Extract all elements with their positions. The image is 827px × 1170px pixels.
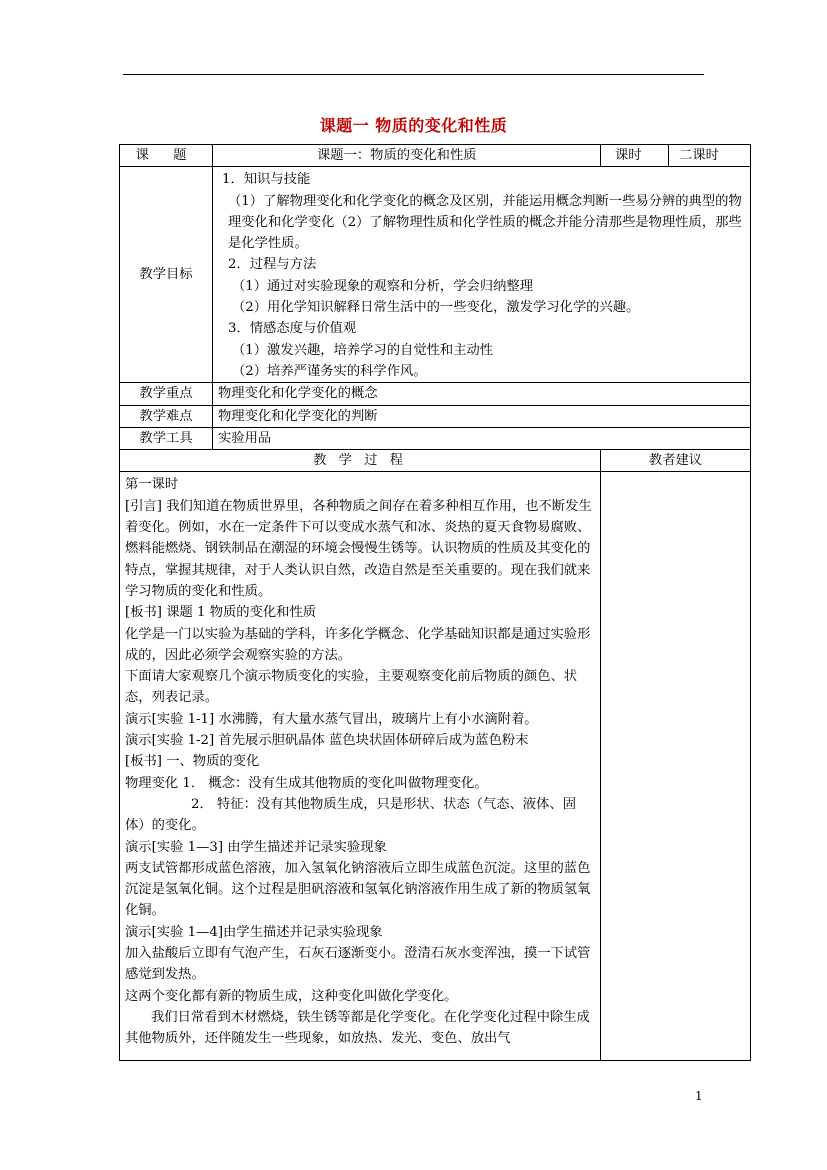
process-paragraph: 下面请大家观察几个演示物质变化的实验，主要观察变化前后物质的颜色、状态，列表记录。 [125,669,578,706]
process-paragraph: 化学是一门以实验为基础的学科，许多化学概念、化学基础知识都是通过实验形成的，因此必须学会观察实验的方法。 [125,626,591,663]
objectives-cell [213,167,751,383]
objectives-row [120,167,751,383]
process-paragraph: 2． 特征：没有其他物质生成，只是形状、状态（气态、液体、固体）的变化。 [125,796,576,834]
objective-heading: 2．过程与方法 [228,257,317,273]
hours-label: 课时 [601,145,669,167]
focus-row [120,383,751,405]
difficulty-value: 物理变化和化学变化的判断 [213,405,751,427]
hours-value: 二课时 [669,145,751,167]
advice-header: 教者建议 [601,450,751,472]
process-paragraph: [引言] 我们知道在物质世界里，各种物质之间存在着多种相互作用，也不断发生着变化。例如，水在一定条件下可以变成水蒸气和冰、炎热的夏天食物易腐败、燃料能燃烧、钢铁制品在潮湿的环境会慢慢生锈等。认识物质的性质及其变化的特点，掌握其规律，对于人类认识自然，改造自然是至关重要的。现在我们就来学习物质的变化和性质。 [125,498,592,599]
process-paragraph: 演示[实验 1-1] 水沸腾，有大量水蒸气冒出，玻璃片上有小水滴附着。 [125,711,538,727]
objective-item: （1）激发兴趣，培养学习的自觉性和主动性 [232,342,494,358]
objective-heading: 1．知识与技能 [222,172,311,188]
difficulty-row [120,405,751,427]
process-paragraph: 加入盐酸后立即有气泡产生，石灰石逐渐变小。澄清石灰水变浑浊，摸一下试管感觉到发热。 [125,946,591,983]
process-header-row [120,450,751,472]
process-paragraph: 这两个变化都有新的物质生成，这种变化叫做化学变化。 [125,988,458,1004]
document-title: 课题一 物质的变化和性质 [319,116,508,135]
focus-label: 教学重点 [120,383,213,405]
topic-row [120,145,751,167]
tools-value: 实验用品 [213,427,751,449]
process-paragraph: 第一课时 [125,477,179,493]
difficulty-label: 教学难点 [120,405,213,427]
process-paragraph: [板书] 一、物质的变化 [125,754,260,770]
lesson-plan-table [119,144,751,1061]
topic-label: 课 题 [120,145,213,167]
header-rule [123,74,704,75]
process-paragraph: [板书] 课题 1 物质的变化和性质 [125,605,317,621]
objective-item: （1）通过对实验现象的观察和分析，学会归纳整理 [232,278,533,294]
process-paragraph: 演示[实验 1-2] 首先展示胆矾晶体 蓝色块状固体研碎后成为蓝色粉末 [125,733,529,749]
process-paragraph: 两支试管都形成蓝色溶液，加入氢氧化钠溶液后立即生成蓝色沉淀。这里的蓝色沉淀是氢氧化铜。这个过程是胆矾溶液和氢氧化钠溶液作用生成了新的物质氢氧化铜。 [125,860,591,919]
process-row [120,472,751,1061]
objectives-label: 教学目标 [120,167,213,383]
process-header: 教 学 过 程 [120,450,601,472]
process-paragraph: 物理变化 1． 概念：没有生成其他物质的变化叫做物理变化。 [125,775,488,791]
tools-row [120,427,751,449]
objective-item: （2）用化学知识解释日常生活中的一些变化，激发学习化学的兴趣。 [232,300,640,316]
objective-heading: 3．情感态度与价值观 [228,321,357,337]
process-content [120,472,601,1061]
objective-item: （1）了解物理变化和化学变化的概念及区别，并能运用概念判断一些易分辨的典型的物理变化和化学变化（2）了解物理性质和化学性质的概念并能分清那些是物理性质，那些是化学性质。 [228,193,742,252]
objective-item: （2）培养严谨务实的科学作风。 [232,363,427,379]
page-number: 1 [695,1089,703,1103]
focus-value: 物理变化和化学变化的概念 [213,383,751,405]
advice-cell [601,472,751,1061]
tools-label: 教学工具 [120,427,213,449]
process-paragraph: 演示[实验 1—3] 由学生描述并记录实验现象 [125,839,387,855]
process-paragraph: 演示[实验 1—4]由学生描述并记录实验现象 [125,924,383,940]
topic-value: 课题一：物质的变化和性质 [213,145,601,167]
process-paragraph: 我们日常看到木材燃烧，铁生锈等都是化学变化。在化学变化过程中除生成其他物质外，还伴随发生一些现象，如放热、发光、变色、放出气 [125,1009,590,1047]
